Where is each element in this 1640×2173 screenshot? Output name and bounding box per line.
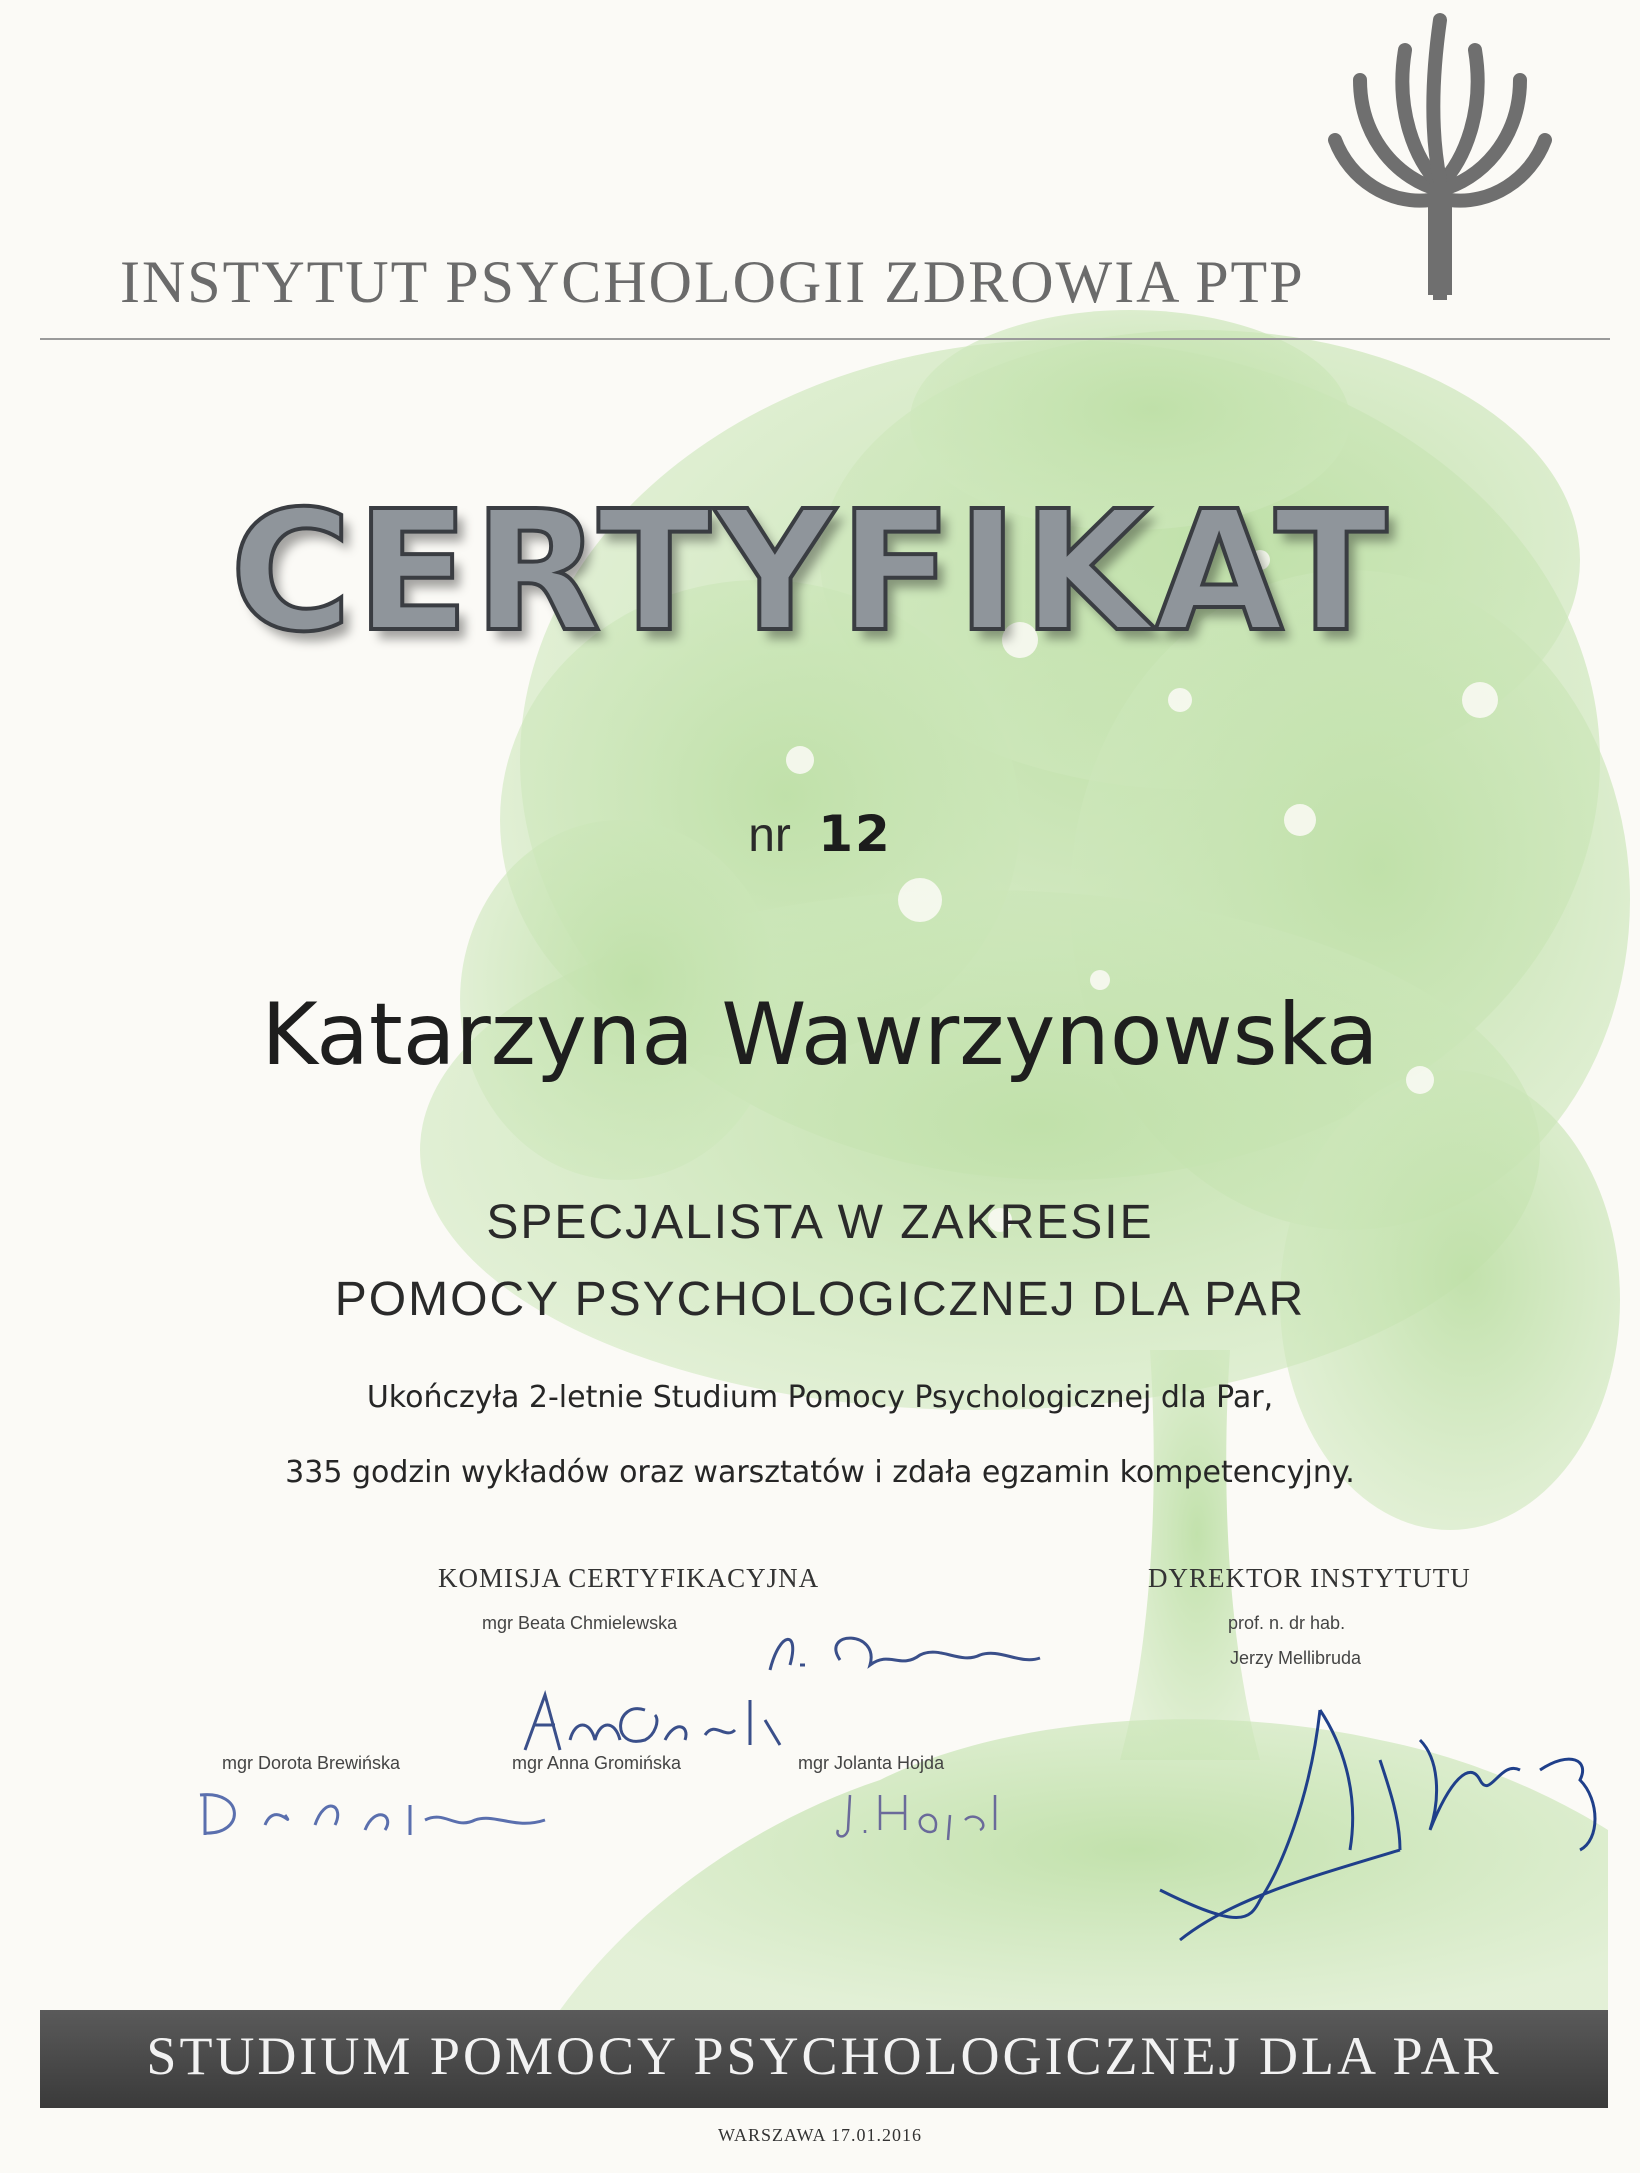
signature-brewinska <box>195 1775 555 1845</box>
signature-mellibruda <box>1140 1650 1610 1950</box>
description-line-2: 335 godzin wykładów oraz warsztatów i zdała egzamin kompetencyjny. <box>285 1455 1355 1490</box>
place-and-date: WARSZAWA 17.01.2016 <box>717 2125 923 2145</box>
committee-member: mgr Anna Gromińska <box>512 1753 682 1773</box>
tree-logo-icon <box>1320 0 1560 300</box>
committee-heading: KOMISJA CERTYFIKACYJNA <box>438 1563 820 1593</box>
signature-hojda <box>830 1775 1010 1845</box>
committee-member: mgr Beata Chmielewska <box>482 1613 678 1633</box>
certificate-title: CERTYFIKAT <box>230 476 1392 669</box>
director-name: Jerzy Mellibruda <box>1230 1648 1362 1668</box>
program-name: STUDIUM POMOCY PSYCHOLOGICZNEJ DLA PAR <box>146 2026 1502 2086</box>
number-label: nr <box>748 809 791 862</box>
director-heading: DYREKTOR INSTYTUTU <box>1148 1563 1471 1593</box>
header-divider <box>40 338 1610 340</box>
committee-member: mgr Dorota Brewińska <box>222 1753 401 1773</box>
recipient-name: Katarzyna Wawrzynowska <box>261 985 1379 1085</box>
specialty-line-2: POMOCY PSYCHOLOGICZNEJ DLA PAR <box>334 1273 1306 1326</box>
signature-grominska <box>515 1680 795 1770</box>
number-value: 12 <box>818 805 892 863</box>
director-title: prof. n. dr hab. <box>1228 1613 1346 1633</box>
committee-member: mgr Jolanta Hojda <box>798 1753 945 1773</box>
specialty-line-1: SPECJALISTA W ZAKRESIE <box>486 1196 1154 1249</box>
description-line-1: Ukończyła 2-letnie Studium Pomocy Psychologicznej dla Par, <box>366 1380 1274 1415</box>
signature-chmielewska <box>760 1620 1050 1690</box>
institute-name: INSTYTUT PSYCHOLOGII ZDROWIA PTP <box>120 249 1305 315</box>
certificate-number <box>0 805 1640 863</box>
